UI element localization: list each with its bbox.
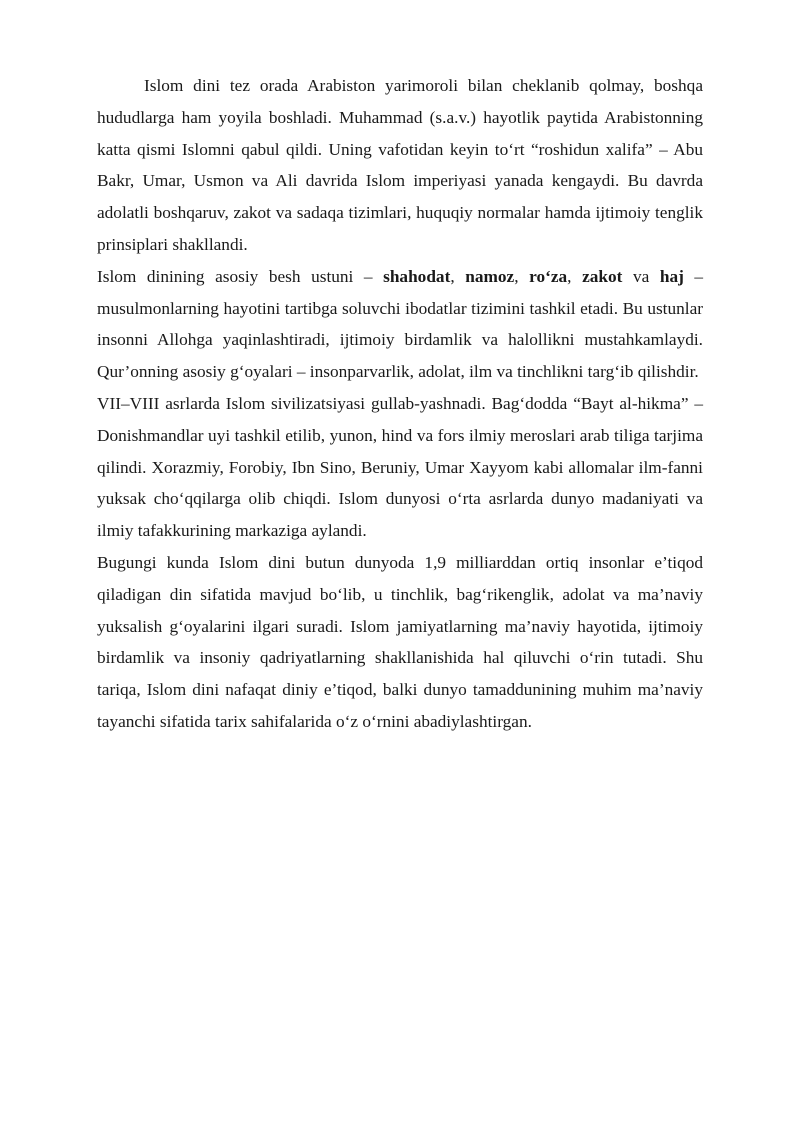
text-segment: Bugungi kunda Islom dini butun dunyoda 1,9 milliarddan ortiq insonlar e’tiqod qiladigan din sifatida mavjud bo‘lib, u tinchlik, bag‘rikenglik, adolat va ma’naviy yuksalish g‘oyalarini ilgari suradi. Islom jamiyatlarning ma’naviy hayotida, ijtimoiy birdamlik va insoniy qadriyatlarning shakllanishida hal qiluvchi o‘rin tutadi. Shu tariqa, Islom dini nafaqat diniy e’tiqod, balki dunyo tamaddunining muhim ma’naviy tayanchi sifatida tarix sahifalarida o‘z o‘rnini abadiylashtirgan. — [97, 552, 703, 731]
paragraph-five-pillars — [97, 261, 703, 388]
text-segment: – musulmonlarning hayotini tartibga soluvchi ibodatlar tizimini tashkil etadi. Bu ustunlar insonni Allohga yaqinlashtiradi, ijtimoiy birdamlik va halollikni mustahkamlaydi. Qur’onning asosiy g‘oyalari – insonparvarlik, adolat, ilm va tinchlikni targ‘ib qilishdir. — [97, 266, 704, 382]
text-segment: va — [622, 266, 660, 286]
bold-term: namoz — [465, 266, 515, 286]
text-segment: , — [567, 266, 583, 286]
text-segment: VII–VIII asrlarda Islom sivilizatsiyasi gullab-yashnadi. Bag‘dodda “Bayt al-hikma” – Donishmandlar uyi tashkil etilib, yunon, hind va fors ilmiy meroslari arab tiliga tarjima qilindi. Xorazmiy, Forobiy, Ibn Sino, Beruniy, Umar Xayyom kabi allomalar ilm-fanni yuksak cho‘qqilarga olib chiqdi. Islom dunyosi o‘rta asrlarda dunyo madaniyati va ilmiy tafakkurining markaziga aylandi. — [97, 393, 703, 541]
bold-term: shahodat — [383, 266, 451, 286]
paragraph-islam-spread — [97, 70, 703, 261]
text-segment: Islom dinining asosiy besh ustuni – — [97, 266, 384, 286]
bold-term: zakot — [582, 266, 623, 286]
text-segment: , — [514, 266, 530, 286]
bold-term: haj — [659, 266, 684, 286]
text-segment: Islom dini tez orada Arabiston yarimoroli bilan cheklanib qolmay, boshqa hududlarga ham yoyila boshladi. Muhammad (s.a.v.) hayotlik paytida Arabistonning katta qismi Islomni qabul qildi. Uning vafotidan keyin to‘rt “roshidun xalifa” – Abu Bakr, Umar, Usmon va Ali davrida Islom imperiyasi yanada kengaydi. Bu davrda adolatli boshqaruv, zakot va sadaqa tizimlari, huquqiy normalar hamda ijtimoiy tenglik prinsiplari shakllandi. — [97, 76, 703, 254]
paragraph-islam-today — [97, 547, 703, 738]
bold-term: ro‘za — [529, 266, 568, 286]
paragraph-islamic-civilization — [97, 388, 703, 547]
document-body — [97, 70, 703, 738]
text-segment: , — [450, 266, 466, 286]
